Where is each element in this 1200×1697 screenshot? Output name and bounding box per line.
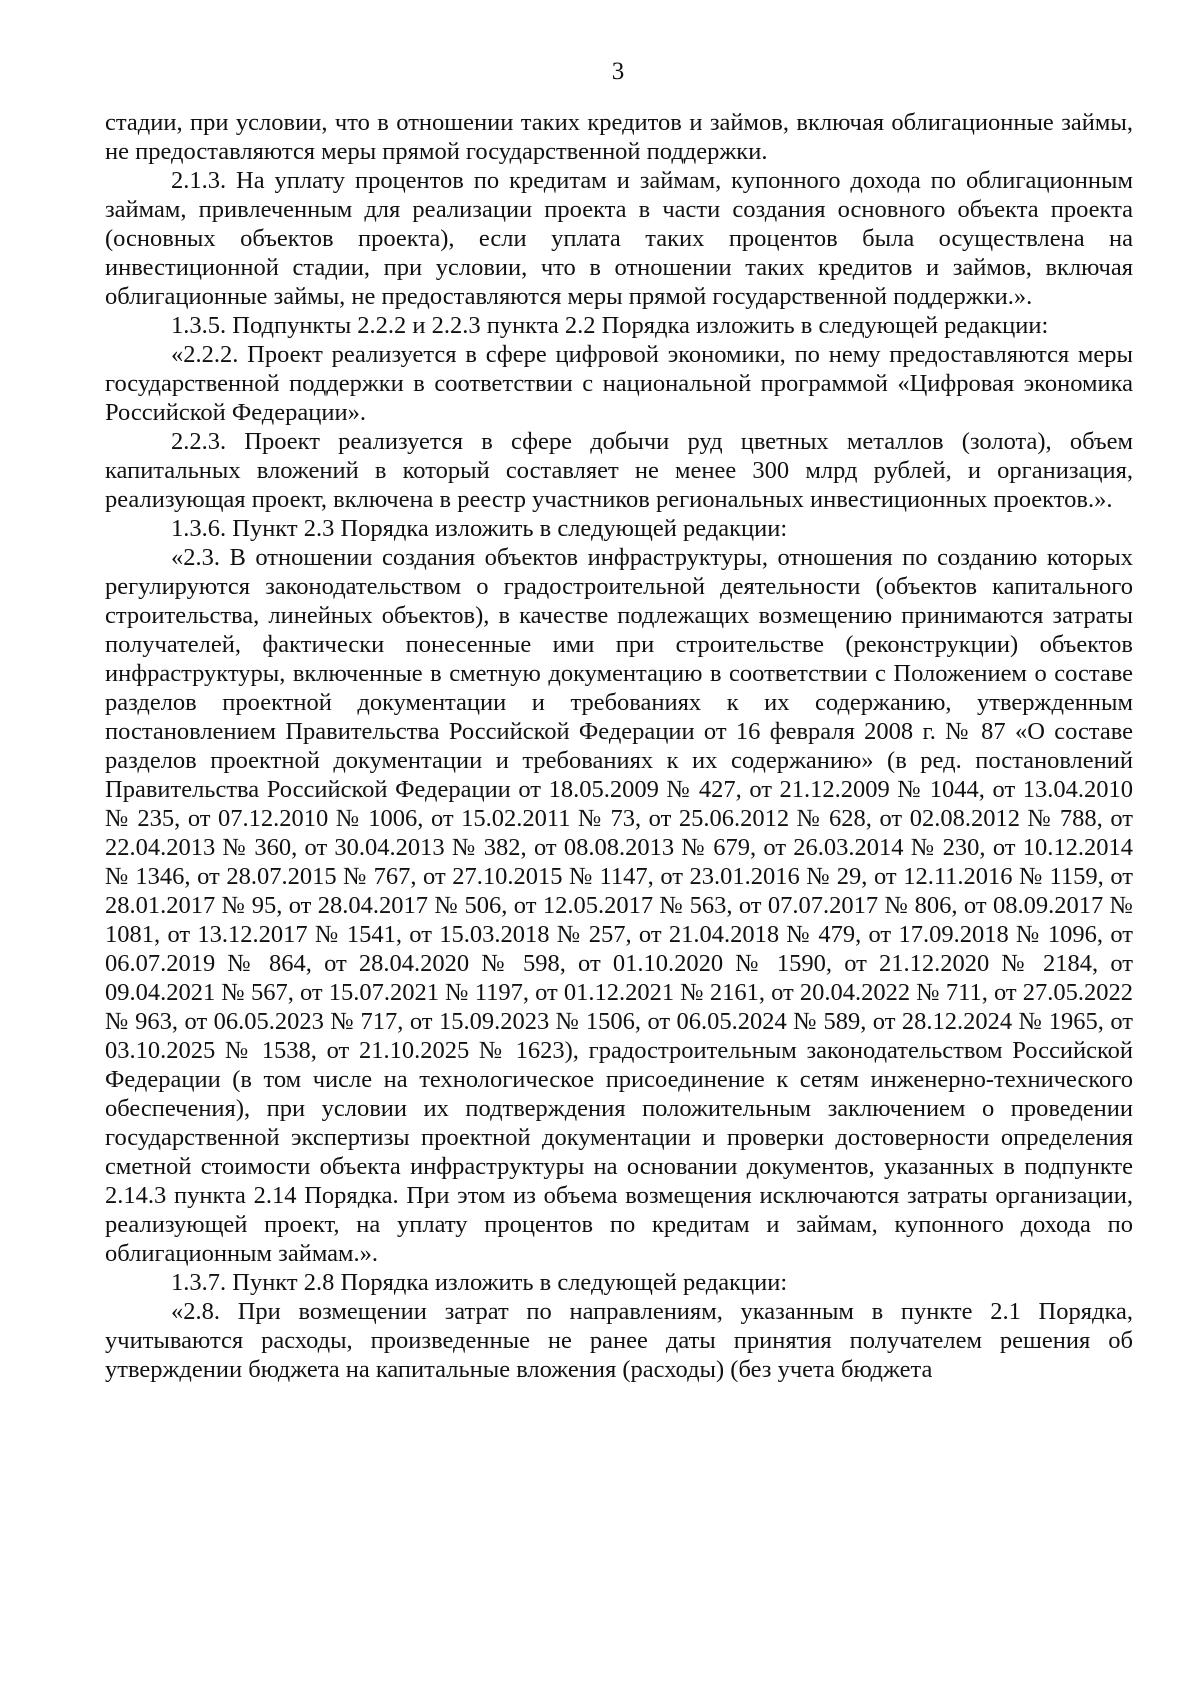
page-number: 3: [611, 58, 625, 85]
document-body: [105, 108, 1133, 1384]
paragraph-2-1-3: 2.1.3. На уплату процентов по кредитам и займам, купонного дохода по облигационным займам, привлеченным для реализации проекта в части создания основного объекта проекта (основных объектов проекта), если уплата таких процентов была осуществлена на инвестиционной стадии, при условии, что в отношении таких кредитов и займов, включая облигационные займы, не предоставляются меры прямой государственной поддержки.».: [105, 167, 1133, 310]
paragraph-1-3-5: 1.3.5. Подпункты 2.2.2 и 2.2.3 пункта 2.2 Порядка изложить в следующей редакции:: [171, 312, 1049, 339]
paragraph-1-3-6: 1.3.6. Пункт 2.3 Порядка изложить в следующей редакции:: [171, 515, 788, 542]
paragraph-continuation: стадии, при условии, что в отношении таких кредитов и займов, включая облигационные займы, не предоставляются меры прямой государственной поддержки.: [105, 109, 1133, 165]
paragraph-2-3: «2.3. В отношении создания объектов инфраструктуры, отношения по созданию которых регулируются законодательством о градостроительной деятельности (объектов капитального строительства, линейных объектов), в качестве подлежащих возмещению принимаются затраты получателей, фактически понесенные ими при строительстве (реконструкции) объектов инфраструктуры, включенные в сметную документацию в соответствии с Положением о составе разделов проектной документации и требованиях к их содержанию, утвержденным постановлением Правительства Российской Федерации от 16 февраля 2008 г. № 87 «О составе разделов проектной документации и требованиях к их содержанию» (в ред. постановлений Правительства Российской Федерации от 18.05.2009 № 427, от 21.12.2009 № 1044, от 13.04.2010 № 235, от 07.12.2010 № 1006, от 15.02.2011 № 73, от 25.06.2012 № 628, от 02.08.2012 № 788, от 22.04.2013 № 360, от 30.04.2013 № 382, от 08.08.2013 № 679, от 26.03.2014 № 230, от 10.12.2014 № 1346, от 28.07.2015 № 767, от 27.10.2015 № 1147, от 23.01.2016 № 29, от 12.11.2016 № 1159, от 28.01.2017 № 95, от 28.04.2017 № 506, от 12.05.2017 № 563, от 07.07.2017 № 806, от 08.09.2017 № 1081, от 13.12.2017 № 1541, от 15.03.2018 № 257, от 21.04.2018 № 479, от 17.09.2018 № 1096, от 06.07.2019 № 864, от 28.04.2020 № 598, от 01.10.2020 № 1590, от 21.12.2020 № 2184, от 09.04.2021 № 567, от 15.07.2021 № 1197, от 01.12.2021 № 2161, от 20.04.2022 № 711, от 27.05.2022 № 963, от 06.05.2023 № 717, от 15.09.2023 № 1506, от 06.05.2024 № 589, от 28.12.2024 № 1965, от 03.10.2025 № 1538, от 21.10.2025 № 1623), градостроительным законодательством Российской Федерации (в том числе на технологическое присоединение к сетям инженерно-технического обеспечения), при условии их подтверждения положительным заключением о проведении государственной экспертизы проектной документации и проверки достоверности определения сметной стоимости объекта инфраструктуры на основании документов, указанных в подпункте 2.14.3 пункта 2.14 Порядка. При этом из объема возмещения исключаются затраты организации, реализующей проект, на уплату процентов по кредитам и займам, купонного дохода по облигационным займам.».: [105, 544, 1133, 1267]
paragraph-2-2-3: 2.2.3. Проект реализуется в сфере добычи руд цветных металлов (золота), объем капитальных вложений в который составляет не менее 300 млрд рублей, и организация, реализующая проект, включена в реестр участников региональных инвестиционных проектов.».: [105, 428, 1133, 513]
paragraph-2-8: «2.8. При возмещении затрат по направлениям, указанным в пункте 2.1 Порядка, учитываются расходы, произведенные не ранее даты принятия получателем решения об утверждении бюджета на капитальные вложения (расходы) (без учета бюджета: [105, 1298, 1133, 1383]
paragraph-2-2-2: «2.2.2. Проект реализуется в сфере цифровой экономики, по нему предоставляются меры государственной поддержки в соответствии с национальной программой «Цифровая экономика Российской Федерации».: [105, 341, 1133, 426]
paragraph-1-3-7: 1.3.7. Пункт 2.8 Порядка изложить в следующей редакции:: [171, 1269, 788, 1296]
